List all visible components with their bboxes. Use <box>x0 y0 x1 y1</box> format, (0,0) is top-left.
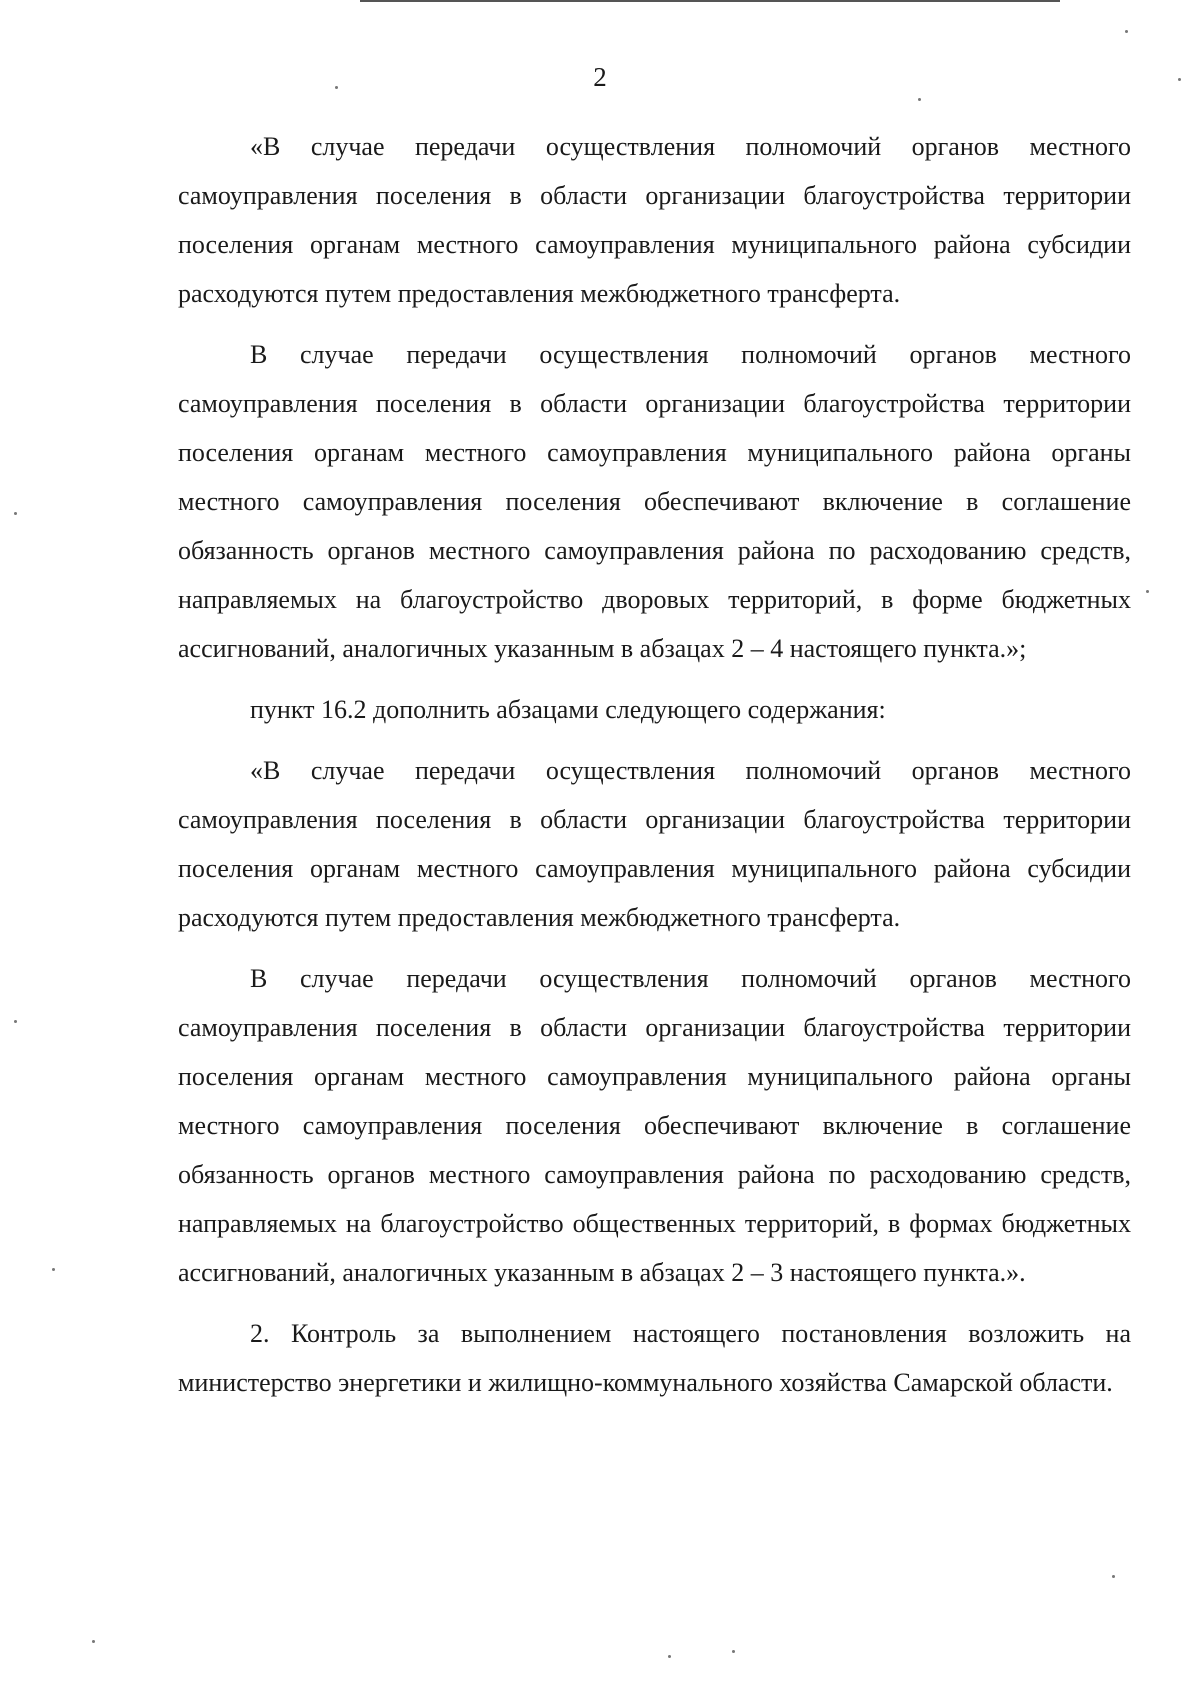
paragraph-courtyard-obligation: В случае передачи осуществления полномочий органов местного самоуправления поселения в области организации благоустройства территории поселения органам местного самоуправления муниципального района органы местного самоуправления поселения обеспечивают включение в соглашение обязанность органов местного самоуправления района по расходованию средств, направляемых на благоустройство дворовых территорий, в форме бюджетных ассигнований, аналогичных указанным в абзацах 2 – 4 настоящего пункта.»; <box>178 340 1131 663</box>
scan-speck <box>1112 1575 1115 1578</box>
page-number: 2 <box>593 62 607 92</box>
paragraph-subsidy-transfer-2: «В случае передачи осуществления полномочий органов местного самоуправления поселения в области организации благоустройства территории поселения органам местного самоуправления муниципального района субсидии расходуются путем предоставления межбюджетного трансферта. <box>178 756 1131 932</box>
scan-speck <box>335 86 338 89</box>
scan-speck <box>14 1020 17 1023</box>
paragraph-subsidy-transfer: «В случае передачи осуществления полномочий органов местного самоуправления поселения в области организации благоустройства территории поселения органам местного самоуправления муниципального района субсидии расходуются путем предоставления межбюджетного трансферта. <box>178 132 1131 308</box>
scan-speck <box>92 1640 95 1643</box>
paragraph-item-16-2-intro: пункт 16.2 дополнить абзацами следующего содержания: <box>250 695 886 724</box>
scan-speck <box>668 1655 671 1658</box>
paragraph-public-areas-obligation: В случае передачи осуществления полномочий органов местного самоуправления поселения в области организации благоустройства территории поселения органам местного самоуправления муниципального района органы местного самоуправления поселения обеспечивают включение в соглашение обязанность органов местного самоуправления района по расходованию средств, направляемых на благоустройство общественных территорий, в формах бюджетных ассигнований, аналогичных указанным в абзацах 2 – 3 настоящего пункта.». <box>178 964 1131 1287</box>
scan-speck <box>1178 78 1181 81</box>
paragraph-control-clause: 2. Контроль за выполнением настоящего постановления возложить на министерство энергетики и жилищно-коммунального хозяйства Самарской области. <box>178 1319 1131 1397</box>
scan-speck <box>732 1650 735 1653</box>
scan-speck <box>52 1268 55 1271</box>
scan-top-edge <box>360 0 1060 2</box>
scan-speck <box>1146 590 1149 593</box>
document-body <box>178 122 1131 1419</box>
scan-speck <box>1125 30 1128 33</box>
scan-speck <box>918 98 921 101</box>
scan-speck <box>14 512 17 515</box>
